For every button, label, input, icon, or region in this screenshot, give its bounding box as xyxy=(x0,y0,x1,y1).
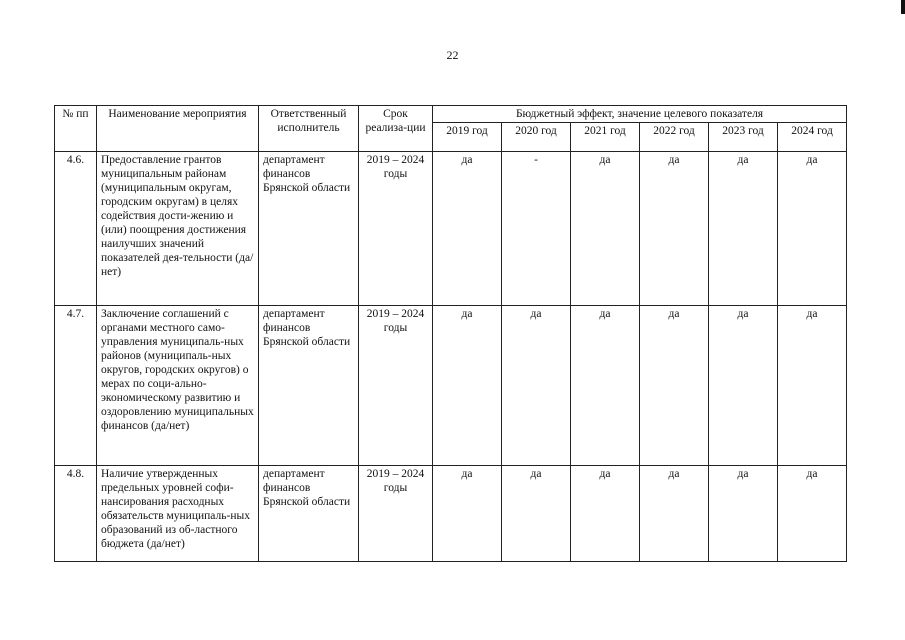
header-term: Срок реализа-ции xyxy=(359,106,433,152)
header-year-2022: 2022 год xyxy=(640,123,709,152)
table-row xyxy=(55,306,847,466)
table-row xyxy=(55,152,847,306)
row-value-2019: да xyxy=(433,152,502,306)
header-num: № пп xyxy=(55,106,97,152)
header-responsible: Ответственный исполнитель xyxy=(259,106,359,152)
row-value-2021: да xyxy=(571,152,640,306)
row-value-2024: да xyxy=(778,152,847,306)
row-responsible: департамент финансов Брянской области xyxy=(259,466,359,562)
header-row xyxy=(55,106,847,123)
targets-table xyxy=(54,105,847,562)
row-name: Предоставление грантов муниципальным районам (муниципальным округам, городским округам) в целях содействия дости-жению и (или) поощрения достижения наилучших значений показателей дея-тельности (да/нет) xyxy=(97,152,259,306)
row-value-2022: да xyxy=(640,466,709,562)
row-term: 2019 – 2024 годы xyxy=(359,152,433,306)
row-value-2023: да xyxy=(709,466,778,562)
table-row xyxy=(55,466,847,562)
row-responsible: департамент финансов Брянской области xyxy=(259,152,359,306)
row-value-2019: да xyxy=(433,466,502,562)
header-year-2020: 2020 год xyxy=(502,123,571,152)
row-value-2021: да xyxy=(571,306,640,466)
header-year-2019: 2019 год xyxy=(433,123,502,152)
row-value-2023: да xyxy=(709,152,778,306)
row-term: 2019 – 2024 годы xyxy=(359,306,433,466)
row-value-2019: да xyxy=(433,306,502,466)
row-responsible: департамент финансов Брянской области xyxy=(259,306,359,466)
row-name: Заключение соглашений с органами местного само-управления муниципаль-ных районов (муниципаль-ных округов, городских округов) о мерах по соци-ально-экономическому развитию и оздоровлению муниципальных финансов (да/нет) xyxy=(97,306,259,466)
header-name: Наименование мероприятия xyxy=(97,106,259,152)
row-value-2024: да xyxy=(778,466,847,562)
row-value-2021: да xyxy=(571,466,640,562)
header-year-2021: 2021 год xyxy=(571,123,640,152)
header-effect: Бюджетный эффект, значение целевого показателя xyxy=(433,106,847,123)
row-num: 4.8. xyxy=(55,466,97,562)
edge-mark xyxy=(901,0,905,14)
row-value-2020: да xyxy=(502,306,571,466)
row-name: Наличие утвержденных предельных уровней софи-нансирования расходных обязательств муниципаль-ных образований из об-ластного бюджета (да/нет) xyxy=(97,466,259,562)
row-num: 4.6. xyxy=(55,152,97,306)
row-value-2023: да xyxy=(709,306,778,466)
header-year-2024: 2024 год xyxy=(778,123,847,152)
row-value-2024: да xyxy=(778,306,847,466)
row-value-2020: да xyxy=(502,466,571,562)
row-value-2022: да xyxy=(640,152,709,306)
row-num: 4.7. xyxy=(55,306,97,466)
header-year-2023: 2023 год xyxy=(709,123,778,152)
row-value-2020: - xyxy=(502,152,571,306)
row-value-2022: да xyxy=(640,306,709,466)
row-term: 2019 – 2024 годы xyxy=(359,466,433,562)
page-number: 22 xyxy=(446,48,459,62)
